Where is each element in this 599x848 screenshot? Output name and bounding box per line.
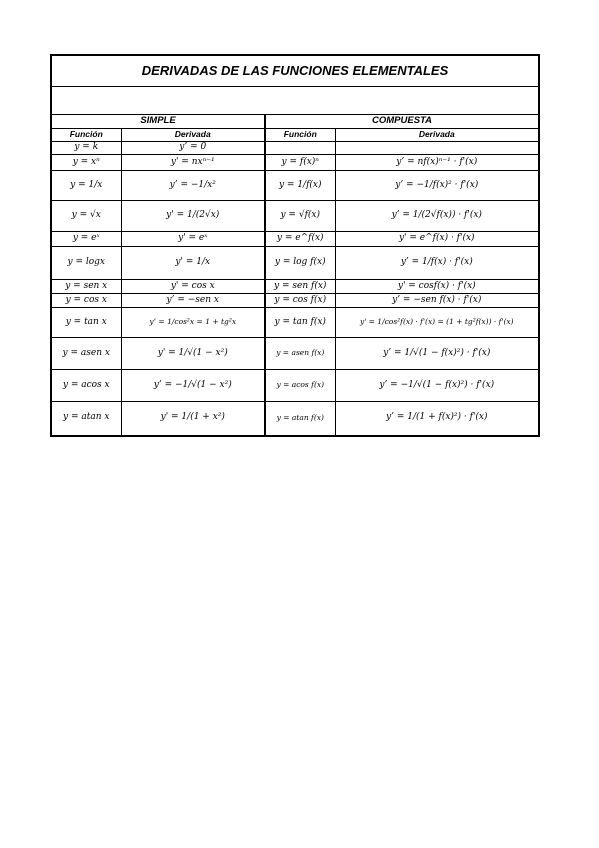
compound-derivative: y' = e^f(x) · f'(x)	[335, 232, 539, 247]
simple-function: y = cos x	[51, 294, 121, 308]
compound-derivative: y’ = 1/(1 + f(x)²) · f'(x)	[335, 402, 539, 436]
compound-derivative	[335, 142, 539, 155]
section-compuesta: COMPUESTA	[265, 115, 539, 129]
simple-derivative: y' = nxⁿ⁻¹	[121, 155, 265, 171]
compound-function: y = sen f(x)	[265, 280, 335, 294]
simple-function: y = logx	[51, 247, 121, 280]
table-row	[51, 280, 539, 294]
table-row	[51, 402, 539, 436]
derivatives-table	[50, 54, 540, 437]
derivatives-sheet	[50, 54, 538, 437]
simple-derivative: y’ = −1/√(1 − x²)	[121, 370, 265, 402]
simple-derivative: y’ = 1/cos²x = 1 + tg²x	[121, 308, 265, 338]
compound-function: y = atan f(x)	[265, 402, 335, 436]
simple-derivative: y’ = −sen x	[121, 294, 265, 308]
compound-derivative: y' = cosf(x) · f'(x)	[335, 280, 539, 294]
table-row	[51, 294, 539, 308]
header-funcion-compuesta: Función	[265, 129, 335, 142]
table-row	[51, 142, 539, 155]
table-row	[51, 370, 539, 402]
compound-function: y = f(x)ⁿ	[265, 155, 335, 171]
header-funcion-simple: Función	[51, 129, 121, 142]
table-row	[51, 201, 539, 232]
compound-derivative: y’ = 1/(2√f(x)) · f'(x)	[335, 201, 539, 232]
compound-derivative: y’ = −sen f(x) · f'(x)	[335, 294, 539, 308]
compound-derivative: y' = 1/cos²f(x) · f'(x) = (1 + tg²f(x)) · f'(x)	[335, 308, 539, 338]
compound-function: y = asen f(x)	[265, 338, 335, 370]
simple-function: y = acos x	[51, 370, 121, 402]
table-row	[51, 155, 539, 171]
compound-derivative: y’ = −1/√(1 − f(x)²) · f'(x)	[335, 370, 539, 402]
simple-function: y = eˣ	[51, 232, 121, 247]
simple-function: y = √x	[51, 201, 121, 232]
compound-derivative: y’ = −1/f(x)² · f'(x)	[335, 171, 539, 201]
simple-derivative: y' = 1/√(1 − x²)	[121, 338, 265, 370]
simple-function: y = xⁿ	[51, 155, 121, 171]
compound-function: y = acos f(x)	[265, 370, 335, 402]
compound-derivative: y’ = 1/√(1 − f(x)²) · f'(x)	[335, 338, 539, 370]
table-row	[51, 247, 539, 280]
compound-function: y = e^f(x)	[265, 232, 335, 247]
simple-function: y = tan x	[51, 308, 121, 338]
header-derivada-compuesta: Derivada	[335, 129, 539, 142]
simple-function: y = asen x	[51, 338, 121, 370]
compound-derivative: y’ = nf(x)ⁿ⁻¹ · f'(x)	[335, 155, 539, 171]
blank-row	[51, 87, 539, 115]
simple-derivative: y’ = 0	[121, 142, 265, 155]
table-row	[51, 232, 539, 247]
compound-function: y = cos f(x)	[265, 294, 335, 308]
simple-function: y = 1/x	[51, 171, 121, 201]
table-row	[51, 171, 539, 201]
compound-derivative: y’ = 1/f(x) · f'(x)	[335, 247, 539, 280]
simple-function: y = atan x	[51, 402, 121, 436]
header-derivada-simple: Derivada	[121, 129, 265, 142]
simple-derivative: y' = cos x	[121, 280, 265, 294]
table-row	[51, 308, 539, 338]
simple-derivative: y' = eˣ	[121, 232, 265, 247]
simple-function: y = k	[51, 142, 121, 155]
table-row	[51, 338, 539, 370]
compound-function: y = √f(x)	[265, 201, 335, 232]
simple-derivative: y' = 1/(2√x)	[121, 201, 265, 232]
compound-function	[265, 142, 335, 155]
simple-function: y = sen x	[51, 280, 121, 294]
compound-function: y = log f(x)	[265, 247, 335, 280]
simple-derivative: y’ = −1/x²	[121, 171, 265, 201]
section-simple: SIMPLE	[51, 115, 265, 129]
table-title: DERIVADAS DE LAS FUNCIONES ELEMENTALES	[51, 55, 539, 87]
simple-derivative: y' = 1/(1 + x²)	[121, 402, 265, 436]
compound-function: y = tan f(x)	[265, 308, 335, 338]
compound-function: y = 1/f(x)	[265, 171, 335, 201]
simple-derivative: y' = 1/x	[121, 247, 265, 280]
